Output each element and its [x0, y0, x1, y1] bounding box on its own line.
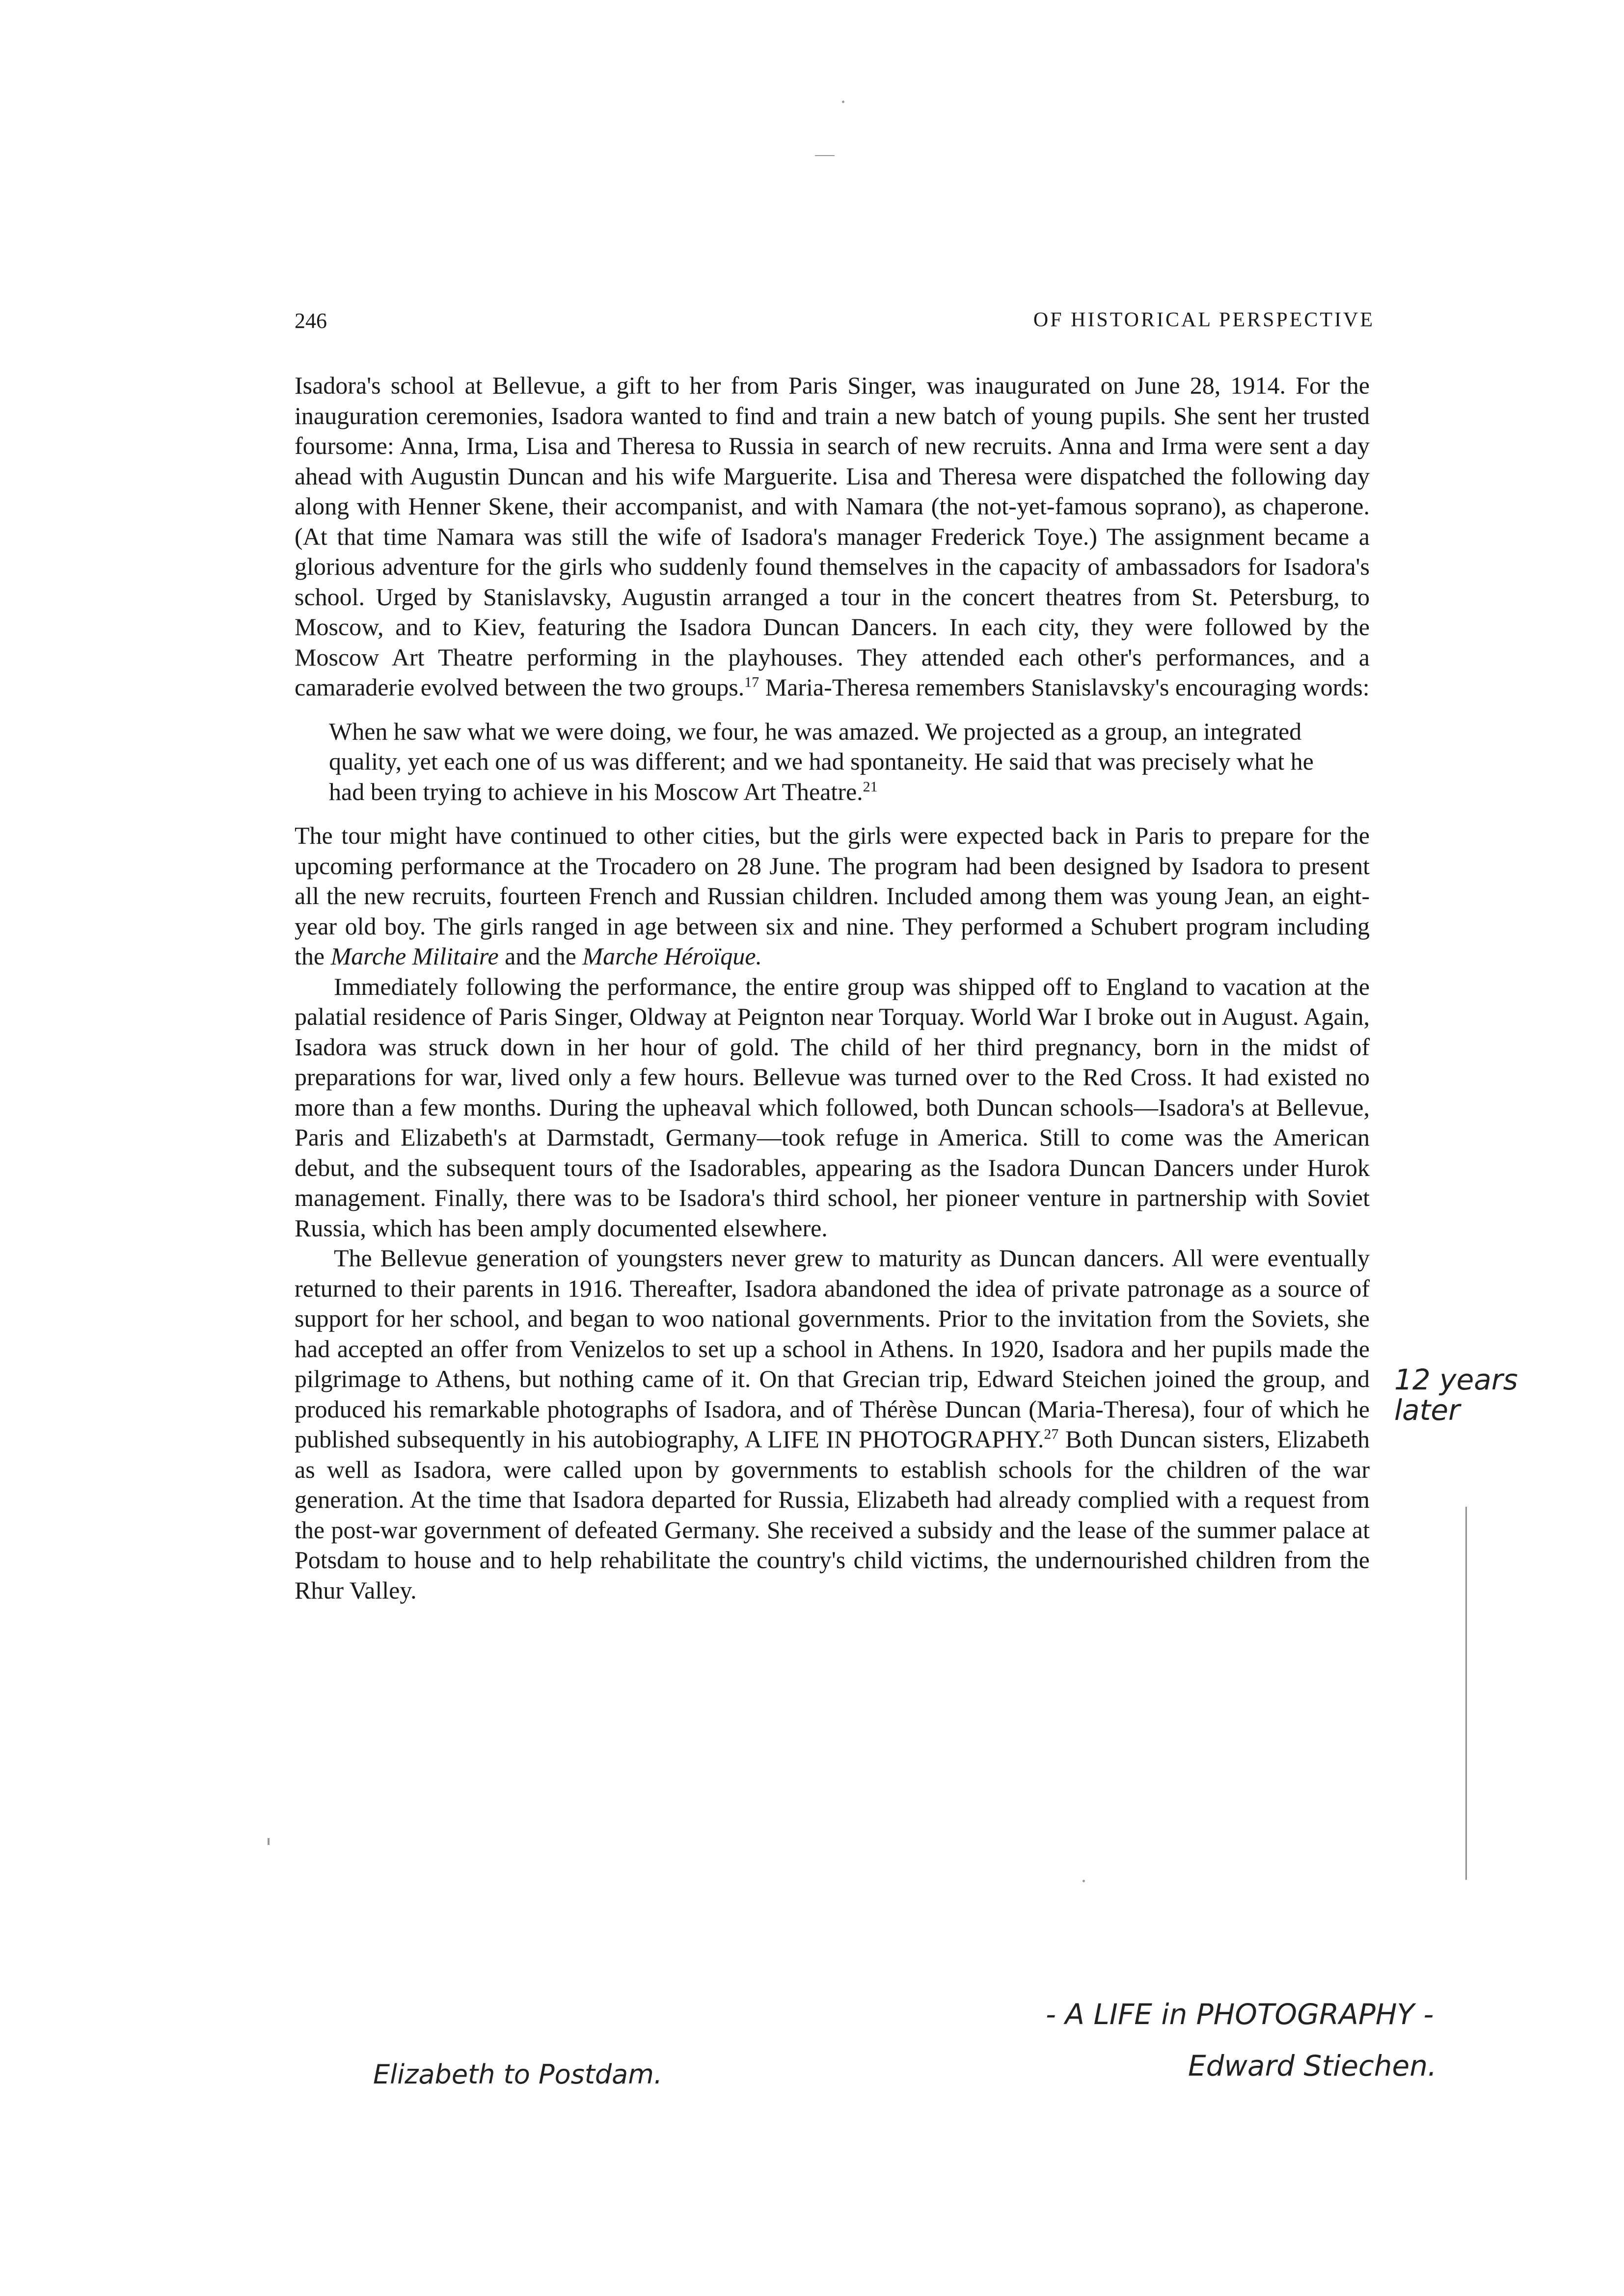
paragraph-4-tail: Both Duncan sisters, Elizabeth as well as Isadora, were called upon by governments to establish schools for the children of the war generation. At the time that Isadora departed for Russia, Elizabeth had already complied with a request from the post-war government of defeated Germany. She received a subsidy and the lease of the summer palace at Potsdam to house and to help rehabilitate the country's child victims, the undernourished children from the Rhur Valley. — [295, 1425, 1370, 1604]
block-quote — [329, 717, 1326, 807]
paragraph-1 — [295, 371, 1370, 703]
handwritten-note-book-title: - A LIFE in PHOTOGRAPHY - — [1046, 1998, 1434, 2031]
paragraph-4-text: The Bellevue generation of youngsters never grew to maturity as Duncan dancers. All were eventually returned to their parents in 1916. Thereafter, Isadora abandoned the idea of private patronage as a source of support for her school, and began to woo national governments. Prior to the invitation from the Soviets, she had accepted an offer from Venizelos to set up a school in Athens. In 1920, Isadora and her pupils made the pilgrimage to Athens, but nothing came of it. On that Grecian trip, Edward Steichen joined the group, and produced his remarkable photographs of Isadora, and of Thérèse Duncan (Maria-Theresa), four of which he published subsequently in his autobiography, A LIFE IN PHOTOGRAPHY. — [295, 1244, 1370, 1453]
footnote-ref-21: 21 — [863, 778, 878, 795]
block-quote-text: When he saw what we were doing, we four, he was amazed. We projected as a group, an integrated quality, yet each one of us was different; and we had spontaneity. He said that was precisely what he had been trying to achieve in his Moscow Art Theatre. — [329, 717, 1314, 805]
footnote-ref-27: 27 — [1044, 1426, 1059, 1442]
handwritten-note-author: Edward Stiechen. — [1188, 2049, 1437, 2082]
paragraph-2 — [295, 821, 1370, 972]
paragraph-2-text: The tour might have continued to other cities, but the girls were expected back in Paris to prepare for the upcoming performance at the Trocadero on 28 June. The program had been designed by Isadora to present all the new recruits, fourteen French and Russian children. Included among them was young Jean, an eight-year old boy. The girls ranged in age between six and nine. They performed a Schubert program including the — [295, 822, 1370, 970]
scan-speck — [268, 1838, 270, 1845]
scan-speck — [842, 101, 844, 103]
paragraph-3: Immediately following the performance, the entire group was shipped off to England to vacation at the palatial residence of Paris Singer, Oldway at Peignton near Torquay. World War I broke out in August. Again, Isadora was struck down in her hour of gold. The child of her third pregnancy, born in the midst of preparations for war, lived only a few hours. Bellevue was turned over to the Red Cross. It had existed no more than a few months. During the upheaval which followed, both Duncan schools—Isadora's at Bellevue, Paris and Elizabeth's at Darmstadt, Germany—took refuge in America. Still to come was the American debut, and the subsequent tours of the Isadorables, appearing as the Isadora Duncan Dancers under Hurok management. Finally, there was to be Isadora's third school, her pioneer venture in partnership with Soviet Russia, which has been amply documented elsewhere. — [295, 972, 1370, 1242]
title-marche-heroique: Marche Héroïque. — [582, 942, 762, 970]
paragraph-1-text: Isadora's school at Bellevue, a gift to her from Paris Singer, was inaugurated on June 28, 1914. For the inauguration ceremonies, Isadora wanted to find and train a new batch of young pupils. She sent her trusted foursome: Anna, Irma, Lisa and Theresa to Russia in search of new recruits. Anna and Irma were sent a day ahead with Augustin Duncan and his wife Marguerite. Lisa and Theresa were dispatched the following day along with Henner Skene, their accompanist, and with Namara (the not-yet-famous soprano), as chaperone. (At that time Namara was still the wife of Isadora's manager Frederick Toye.) The assignment became a glorious adventure for the girls who suddenly found themselves in the capacity of ambassadors for Isadora's school. Urged by Stanislavsky, Augustin arranged a tour in the concert theatres from St. Petersburg, to Moscow, and to Kiev, featuring the Isadora Duncan Dancers. In each city, they were followed by the Moscow Art Theatre performing in the playhouses. They attended each other's performances, and a camaraderie evolved between the two groups. — [295, 372, 1370, 701]
paragraph-1-tail: Maria-Theresa remembers Stanislavsky's encouraging words: — [759, 673, 1370, 701]
margin-line — [1465, 1507, 1467, 1880]
paragraph-2-mid: and the — [498, 942, 583, 970]
handwritten-note-elizabeth: Elizabeth to Postdam. — [373, 2059, 663, 2090]
scan-speck — [1083, 1880, 1085, 1882]
handwritten-margin-note: 12 years later — [1394, 1363, 1518, 1427]
title-marche-militaire: Marche Militaire — [330, 942, 499, 970]
page-header — [295, 308, 1375, 343]
page-number: 246 — [295, 309, 327, 333]
running-head: OF HISTORICAL PERSPECTIVE — [1033, 309, 1375, 331]
paragraph-4 — [295, 1243, 1370, 1605]
scan-speck — [815, 155, 835, 156]
body-text — [295, 371, 1370, 1605]
footnote-ref-17: 17 — [744, 674, 759, 691]
